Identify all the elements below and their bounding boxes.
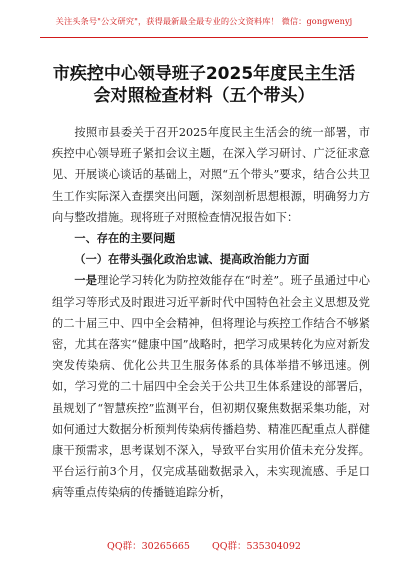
paragraph-point-one	[52, 270, 370, 503]
header-divider	[40, 37, 368, 38]
point-one-text: 理论学习转化为防控效能存在“时差”。班子虽通过中心组学习等形式及时跟进习近平新时代中国特色社会主义思想及党的二十届三中、四中全会精神，但将理论与疾控工作结合不够紧密，尤其在落实“健康中国”战略时，把学习成果转化为应对新发突发传染病、优化公共卫生服务体系的具体举措不够迅速。例如，学习党的二十届四中全会关于公共卫生体系建设的部署后，虽规划了“智慧疾控”监测平台，但初期仅聚焦数据采集功能，对如何通过大数据分析预判传染病传播趋势、精准匹配重点人群健康干预需求，思考谋划不深入，导致平台实用价值未充分发挥。平台运行前3个月，仅完成基础数据录入，未实现流感、手足口病等重点传染病的传播链追踪分析，	[52, 274, 370, 500]
title-line-1: 市疾控中心领导班子2025年度民主生活	[52, 64, 356, 84]
subsection-heading-political: （一）在带头强化政治忠诚、提高政治能力方面	[74, 252, 310, 267]
footer-qq-left: QQ群：30265665	[107, 541, 190, 552]
footer-qq-groups	[0, 538, 408, 552]
header-promo-note: 关注头条号"公文研究"，获得最新最全最专业的公文资料库！ 微信：gongwenyj	[55, 16, 353, 26]
intro-paragraph: 按照市县委关于召开2025年度民主生活会的统一部署，市疾控中心领导班子紧扣会议主题，在深入学习研讨、广泛征求意见、开展谈心谈话的基础上，对照“五个带头”要求，结合公共卫生工作实际深入查摆突出问题，深刻剖析思想根源，明确努力方向与整改措施。现将班子对照检查情况报告如下：	[52, 126, 370, 224]
point-lead-label: 一是	[74, 274, 98, 288]
title-line-2: 会对照检查材料（五个带头）	[93, 86, 315, 106]
footer-qq-right: QQ群：535304092	[211, 541, 301, 552]
document-body	[52, 122, 370, 504]
section-heading-problems: 一、存在的主要问题	[74, 232, 176, 246]
document-title	[30, 63, 378, 107]
